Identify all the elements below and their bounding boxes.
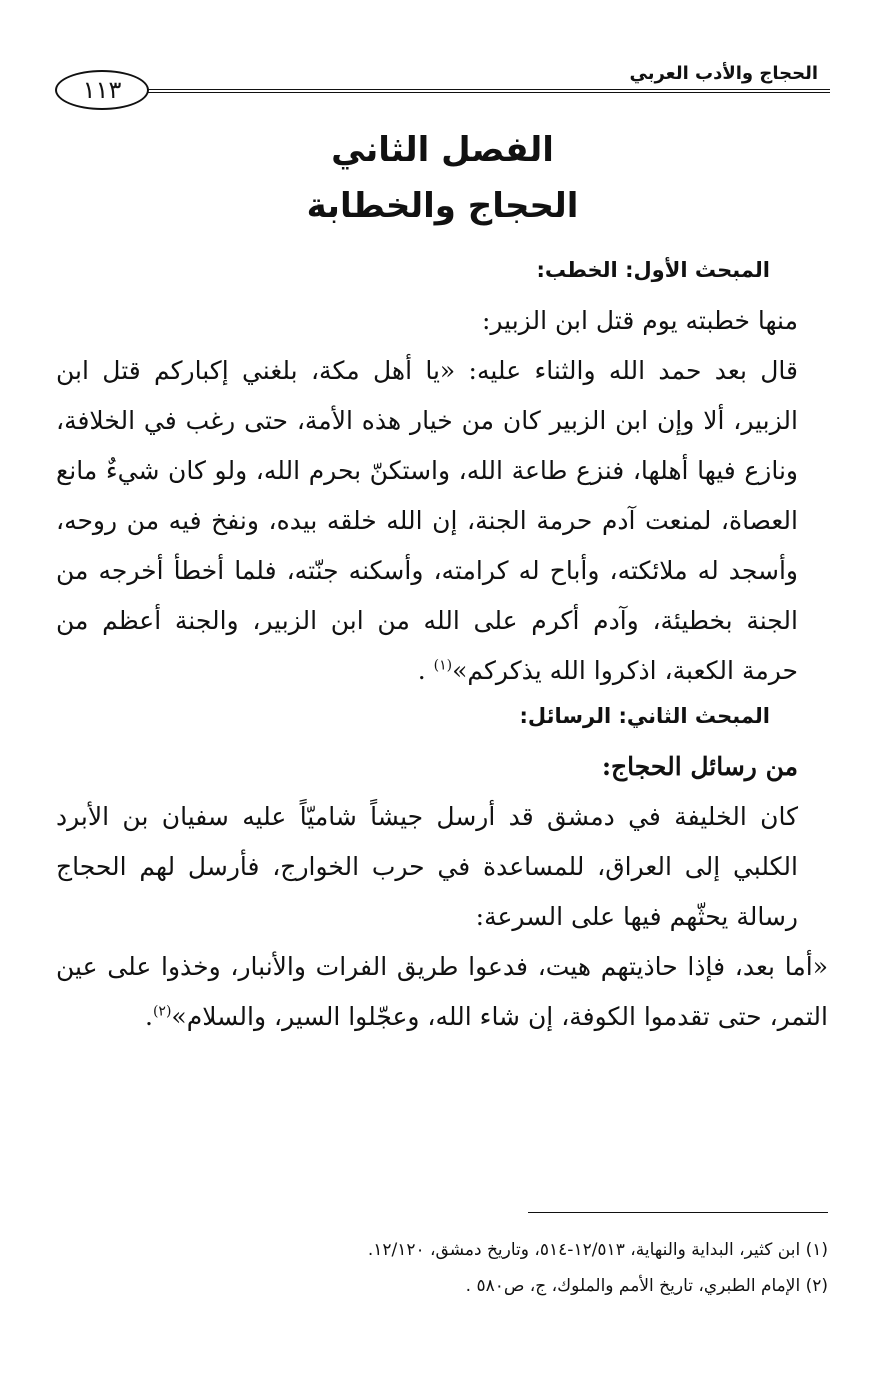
book-title: الحجاج والأدب العربي	[629, 63, 818, 84]
footnote-divider	[528, 1212, 828, 1213]
letters-intro: كان الخليفة في دمشق قد أرسل جيشاً شاميّاً عليه سفيان بن الأبرد الكلبي إلى العراق، للمساعدة في حرب الخوارج، فأرسل لهم الحجاج رسالة يحثّهم فيها على السرعة:	[56, 802, 798, 931]
letters-subheading: من رسائل الحجاج:	[601, 752, 798, 781]
chapter-subject: الحجاج والخطابة	[306, 186, 579, 226]
chapter-title	[0, 122, 885, 234]
footnotes	[56, 1232, 828, 1304]
letter-end: .	[145, 1002, 153, 1031]
footnote-ref-2: (٢)	[152, 1003, 172, 1020]
main-text	[56, 250, 828, 1042]
page-header	[55, 62, 830, 108]
letter-text: «أما بعد، فإذا حاذيتهم هيت، فدعوا طريق الفرات والأنبار، وخذوا على عين التمر، حتى تقدموا الكوفة، إن شاء الله، وعجّلوا السير، والسلام»	[56, 952, 828, 1031]
speech-end: .	[417, 656, 426, 685]
section-heading-letters: المبحث الثاني: الرسائل:	[519, 704, 770, 728]
page-number: ١١٣	[55, 70, 149, 110]
section-heading-speeches: المبحث الأول: الخطب:	[536, 258, 770, 282]
speech-body	[56, 346, 828, 696]
chapter-number: الفصل الثاني	[331, 130, 554, 170]
footnote-1: (١) ابن كثير، البداية والنهاية، ١٢/٥١٣-٥١٤، وتاريخ دمشق، ١٢/١٢٠.	[367, 1240, 828, 1260]
speech-text: قال بعد حمد الله والثناء عليه: «يا أهل مكة، بلغني إكباركم قتل ابن الزبير، ألا وإن ابن الزبير كان من خيار هذه الأمة، حتى رغب في الخلافة، ونازع فيها أهلها، فنزع طاعة الله، واستكنّ بحرم الله، ولو كان شيءٌ مانع العصاة، لمنعت آدم حرمة الجنة، إن الله خلقه بيده، ونفخ فيه من روحه، وأسجد له ملائكته، وأباح له كرامته، وأسكنه جنّته، فلما أخطأ أخرجه من الجنة بخطيئة، وآدم أكرم على الله من ابن الزبير، والجنة أعظم من حرمة الكعبة، اذكروا الله يذكركم»	[56, 356, 798, 685]
header-rule	[145, 89, 830, 93]
footnote-2: (٢) الإمام الطبري، تاريخ الأمم والملوك، ج، ص٥٨٠ .	[465, 1276, 828, 1296]
speech-intro: منها خطبته يوم قتل ابن الزبير:	[481, 306, 798, 335]
letter-body	[56, 942, 828, 1042]
footnote-ref-1: (١)	[433, 657, 453, 674]
